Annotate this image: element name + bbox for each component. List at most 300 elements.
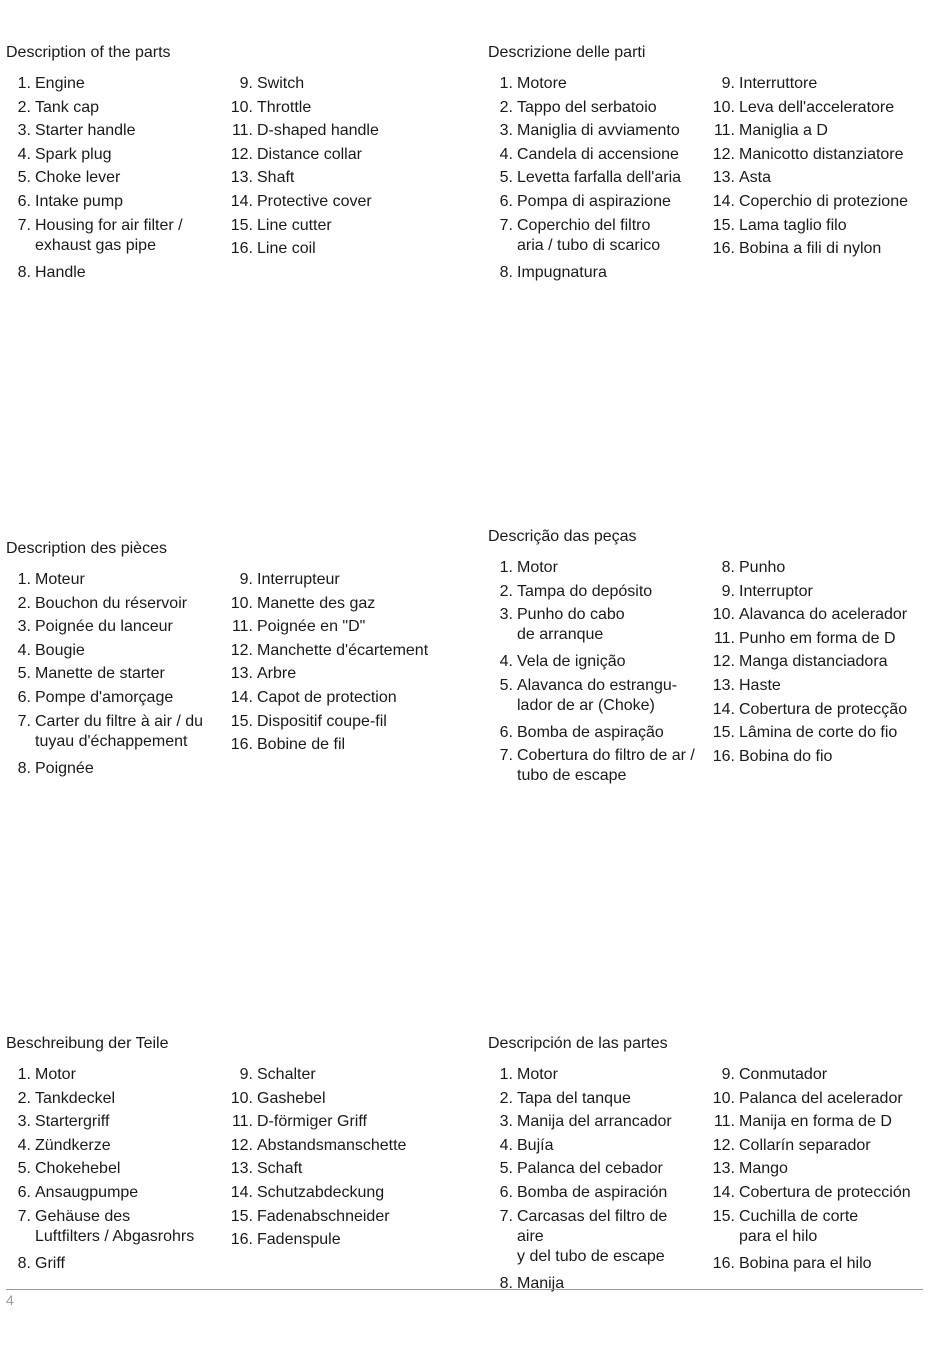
item-label: Bobina a fili di nylon [739, 240, 882, 258]
item-label: Punho em forma de D [739, 629, 896, 647]
list-item [223, 121, 448, 141]
item-label: Bujía [517, 1136, 554, 1154]
list-item [6, 594, 216, 614]
list-item [488, 192, 698, 212]
item-label: Coperchio di protezione [739, 192, 908, 210]
section-title: Description des pièces [6, 540, 167, 557]
list-item [6, 1065, 216, 1085]
item-label: Zündkerze [35, 1136, 111, 1154]
list-item [488, 98, 698, 118]
section-french [6, 538, 446, 777]
item-label: Fadenabschneider [257, 1207, 390, 1225]
item-label: Collarín separador [739, 1136, 871, 1154]
list-item [705, 652, 930, 672]
item-label: Maniglia a D [739, 122, 828, 140]
item-number: 14. [230, 1183, 253, 1201]
item-label: Throttle [257, 98, 312, 116]
item-number: 2. [499, 1089, 513, 1107]
item-number: 3. [17, 618, 31, 636]
list-item [705, 1183, 930, 1203]
list-item [488, 676, 698, 716]
list-item [705, 723, 930, 743]
list-item [488, 168, 698, 188]
footer-divider [6, 1289, 923, 1290]
list-item [223, 1136, 448, 1156]
list-item [6, 263, 216, 283]
section-english [6, 42, 446, 281]
item-label: Mango [739, 1160, 788, 1178]
item-label: Carter du filtre à air / du tuyau d'échappement [35, 712, 204, 750]
item-label: Cobertura de protección [739, 1183, 911, 1201]
item-number: 15. [230, 712, 253, 730]
item-number: 11. [231, 1113, 253, 1131]
parts-list-left [488, 1065, 698, 1297]
item-label: Switch [257, 75, 305, 92]
item-number: 14. [230, 192, 253, 210]
item-label: Bobina para el hilo [739, 1254, 872, 1272]
item-label: Alavanca do estrangu- lador de ar (Choke) [517, 676, 678, 714]
item-label: Asta [739, 169, 772, 187]
item-number: 4. [17, 1136, 31, 1154]
item-label: Alavanca do acelerador [739, 606, 908, 624]
list-item [6, 688, 216, 708]
item-number: 3. [17, 122, 31, 140]
item-number: 9. [239, 571, 253, 588]
item-label: Interruptor [739, 582, 813, 600]
item-number: 1. [499, 1066, 513, 1083]
list-item [705, 1136, 930, 1156]
item-label: Engine [35, 75, 85, 92]
item-label: Lâmina de corte do fio [739, 724, 898, 742]
item-number: 1. [499, 559, 513, 576]
list-item [6, 192, 216, 212]
item-number: 14. [712, 700, 735, 718]
item-number: 8. [17, 263, 31, 281]
item-label: D-förmiger Griff [257, 1113, 367, 1131]
list-item [705, 700, 930, 720]
list-item [488, 1112, 698, 1132]
list-item [6, 1207, 216, 1247]
item-number: 13. [712, 169, 735, 187]
item-label: Cobertura do filtro de ar / tubo de escape [517, 747, 695, 785]
section-portuguese [488, 526, 928, 785]
list-item [705, 1207, 930, 1247]
list-item [223, 594, 448, 614]
item-number: 7. [17, 1207, 31, 1225]
item-label: Vela de ignição [517, 653, 626, 671]
list-item [6, 1159, 216, 1179]
item-label: Poignée [35, 759, 94, 777]
item-number: 15. [712, 724, 735, 742]
item-label: Motor [517, 1066, 558, 1083]
item-number: 8. [499, 1274, 513, 1292]
item-label: Intake pump [35, 192, 124, 210]
list-item [705, 192, 930, 212]
list-item [705, 1254, 930, 1274]
item-number: 9. [721, 582, 735, 600]
item-number: 5. [499, 676, 513, 694]
item-number: 6. [499, 192, 513, 210]
item-number: 15. [712, 1207, 735, 1225]
item-number: 5. [17, 1160, 31, 1178]
item-number: 12. [712, 653, 735, 671]
parts-list-right [705, 1065, 930, 1277]
item-label: Manchette d'écartement [257, 641, 429, 659]
list-item [705, 629, 930, 649]
list-item [705, 676, 930, 696]
list-item [488, 558, 698, 578]
item-number: 2. [17, 594, 31, 612]
item-label: Startergriff [35, 1113, 110, 1131]
item-number: 13. [712, 676, 735, 694]
item-label: Manga distanciadora [739, 653, 888, 671]
item-label: Housing for air filter / exhaust gas pipe [35, 216, 183, 254]
list-item [705, 74, 930, 94]
item-label: Coperchio del filtro aria / tubo di scarico [517, 216, 661, 254]
item-label: Dispositif coupe-fil [257, 712, 387, 730]
item-label: Levetta farfalla dell'aria [517, 169, 682, 187]
item-number: 13. [712, 1160, 735, 1178]
item-label: Poignée du lanceur [35, 618, 173, 636]
list-item [223, 145, 448, 165]
item-label: Punho [739, 559, 786, 576]
list-item [488, 74, 698, 94]
item-label: Poignée en "D" [257, 618, 366, 636]
item-number: 11. [713, 122, 735, 140]
list-item [488, 746, 698, 786]
section-title: Descrição das peças [488, 528, 637, 545]
item-label: Leva dell'acceleratore [739, 98, 895, 116]
item-number: 9. [239, 75, 253, 92]
item-number: 11. [231, 122, 253, 140]
list-item [223, 192, 448, 212]
item-number: 6. [17, 1183, 31, 1201]
item-label: Fadenspule [257, 1231, 341, 1249]
item-number: 4. [499, 145, 513, 163]
item-label: Tankdeckel [35, 1089, 116, 1107]
list-item [6, 759, 216, 779]
item-label: Ansaugpumpe [35, 1183, 139, 1201]
item-label: Tank cap [35, 98, 100, 116]
item-number: 1. [17, 571, 31, 588]
item-number: 4. [499, 1136, 513, 1154]
item-number: 9. [239, 1066, 253, 1083]
item-number: 6. [499, 1183, 513, 1201]
item-label: Interrupteur [257, 571, 340, 588]
list-item [488, 1183, 698, 1203]
item-number: 10. [712, 1089, 735, 1107]
item-label: Tampa do depósito [517, 582, 653, 600]
item-label: Manija en forma de D [739, 1113, 892, 1131]
item-number: 7. [499, 216, 513, 234]
item-number: 16. [230, 736, 253, 754]
list-item [6, 1112, 216, 1132]
item-number: 10. [712, 98, 735, 116]
list-item [705, 168, 930, 188]
item-number: 4. [17, 145, 31, 163]
item-label: Spark plug [35, 145, 112, 163]
item-number: 13. [230, 1160, 253, 1178]
item-number: 10. [230, 594, 253, 612]
list-item [6, 1136, 216, 1156]
item-number: 16. [712, 747, 735, 765]
item-number: 10. [230, 1089, 253, 1107]
item-number: 4. [499, 653, 513, 671]
item-label: Moteur [35, 571, 85, 588]
item-number: 11. [231, 618, 253, 636]
item-label: Tapa del tanque [517, 1089, 631, 1107]
section-title: Descripción de las partes [488, 1035, 668, 1052]
item-label: Abstandsmanschette [257, 1136, 407, 1154]
item-number: 3. [17, 1113, 31, 1131]
list-item [223, 216, 448, 236]
parts-list-right [705, 558, 930, 770]
list-item [705, 1089, 930, 1109]
item-label: Pompe d'amorçage [35, 688, 174, 706]
item-number: 2. [17, 98, 31, 116]
list-item [223, 74, 448, 94]
item-label: Bouchon du réservoir [35, 594, 188, 612]
item-label: Manicotto distanziatore [739, 145, 904, 163]
item-label: Carcasas del filtro de aire y del tubo de escape [517, 1207, 668, 1265]
list-item [705, 98, 930, 118]
item-number: 5. [499, 169, 513, 187]
item-label: Bobine de fil [257, 736, 346, 754]
list-item [705, 582, 930, 602]
item-number: 4. [17, 641, 31, 659]
item-label: Manette de starter [35, 665, 165, 683]
item-number: 15. [712, 216, 735, 234]
item-number: 15. [230, 216, 253, 234]
item-number: 8. [17, 759, 31, 777]
page-number: 4 [6, 1292, 14, 1308]
item-label: Gashebel [257, 1089, 326, 1107]
item-number: 9. [721, 75, 735, 92]
item-label: Arbre [257, 665, 297, 683]
item-label: Interruttore [739, 75, 818, 92]
list-item [488, 1159, 698, 1179]
item-label: Palanca del acelerador [739, 1089, 903, 1107]
list-item [223, 617, 448, 637]
list-item [488, 605, 698, 645]
list-item [705, 605, 930, 625]
item-label: Gehäuse des Luftfilters / Abgasrohrs [35, 1207, 195, 1245]
item-number: 15. [230, 1207, 253, 1225]
list-item [223, 1183, 448, 1203]
item-number: 7. [499, 1207, 513, 1225]
item-label: Manette des gaz [257, 594, 376, 612]
item-number: 16. [230, 1231, 253, 1249]
parts-list-left [6, 570, 216, 782]
item-label: Line cutter [257, 216, 332, 234]
item-label: Schutzabdeckung [257, 1183, 385, 1201]
item-number: 7. [17, 712, 31, 730]
parts-list-right [223, 74, 448, 263]
item-label: Schaft [257, 1160, 303, 1178]
parts-list-left [6, 1065, 216, 1277]
item-label: Palanca del cebador [517, 1160, 663, 1178]
list-item [6, 121, 216, 141]
item-number: 2. [499, 98, 513, 116]
item-number: 16. [712, 1254, 735, 1272]
list-item [705, 239, 930, 259]
list-item [223, 168, 448, 188]
list-item [705, 1112, 930, 1132]
list-item [223, 1112, 448, 1132]
list-item [6, 664, 216, 684]
parts-list-left [488, 74, 698, 286]
item-label: Griff [35, 1254, 65, 1272]
item-number: 7. [499, 747, 513, 765]
item-label: Motore [517, 75, 567, 92]
list-item [488, 1089, 698, 1109]
item-number: 1. [17, 75, 31, 92]
list-item [488, 216, 698, 256]
item-number: 1. [17, 1066, 31, 1083]
list-item [223, 688, 448, 708]
item-label: Manija [517, 1274, 565, 1292]
item-number: 6. [17, 192, 31, 210]
item-number: 12. [230, 145, 253, 163]
item-label: Schalter [257, 1066, 316, 1083]
item-number: 10. [712, 606, 735, 624]
item-label: Lama taglio filo [739, 216, 847, 234]
parts-list-left [6, 74, 216, 286]
item-label: Bobina do fio [739, 747, 833, 765]
item-number: 5. [499, 1160, 513, 1178]
item-label: Starter handle [35, 122, 136, 140]
list-item [488, 652, 698, 672]
item-number: 3. [499, 122, 513, 140]
item-number: 13. [230, 665, 253, 683]
item-label: Candela di accensione [517, 145, 679, 163]
item-number: 5. [17, 665, 31, 683]
item-label: Bomba de aspiração [517, 723, 664, 741]
item-number: 7. [17, 216, 31, 234]
list-item [6, 641, 216, 661]
list-item [6, 1254, 216, 1274]
section-title: Beschreibung der Teile [6, 1035, 169, 1052]
section-title: Descrizione delle parti [488, 44, 646, 61]
list-item [488, 1274, 698, 1294]
item-number: 8. [721, 559, 735, 576]
list-item [6, 145, 216, 165]
list-item [223, 664, 448, 684]
list-item [705, 145, 930, 165]
list-item [223, 1230, 448, 1250]
item-number: 16. [230, 240, 253, 258]
item-label: Choke lever [35, 169, 121, 187]
item-number: 1. [499, 75, 513, 92]
section-italian [488, 42, 928, 281]
item-number: 2. [17, 1089, 31, 1107]
list-item [223, 735, 448, 755]
list-item [705, 1159, 930, 1179]
item-number: 14. [230, 688, 253, 706]
item-number: 3. [499, 606, 513, 624]
parts-list-left [488, 558, 698, 793]
list-item [6, 570, 216, 590]
list-item [223, 1159, 448, 1179]
item-number: 11. [713, 1113, 735, 1131]
item-number: 2. [499, 582, 513, 600]
item-label: Cobertura de protecção [739, 700, 908, 718]
list-item [6, 216, 216, 256]
item-label: Handle [35, 263, 86, 281]
item-number: 6. [17, 688, 31, 706]
item-label: Bomba de aspiración [517, 1183, 668, 1201]
list-item [705, 121, 930, 141]
item-label: Pompa di aspirazione [517, 192, 671, 210]
list-item [223, 239, 448, 259]
list-item [6, 712, 216, 752]
parts-list-right [223, 1065, 448, 1254]
list-item [223, 1065, 448, 1085]
item-label: Tappo del serbatoio [517, 98, 657, 116]
list-item [705, 558, 930, 578]
item-number: 3. [499, 1113, 513, 1131]
list-item [705, 747, 930, 767]
list-item [223, 641, 448, 661]
list-item [6, 74, 216, 94]
list-item [223, 570, 448, 590]
list-item [223, 98, 448, 118]
list-item [488, 1065, 698, 1085]
item-number: 14. [712, 192, 735, 210]
item-number: 11. [713, 629, 735, 647]
item-label: D-shaped handle [257, 122, 379, 140]
list-item [488, 723, 698, 743]
item-label: Distance collar [257, 145, 362, 163]
list-item [223, 712, 448, 732]
item-number: 13. [230, 169, 253, 187]
section-title: Description of the parts [6, 44, 171, 61]
list-item [705, 216, 930, 236]
list-item [223, 1207, 448, 1227]
list-item [488, 121, 698, 141]
item-label: Motor [35, 1066, 76, 1083]
item-number: 12. [230, 641, 253, 659]
list-item [488, 1136, 698, 1156]
item-label: Maniglia di avviamento [517, 122, 680, 140]
item-label: Punho do cabo de arranque [517, 606, 625, 644]
item-number: 6. [499, 723, 513, 741]
parts-list-right [223, 570, 448, 759]
item-label: Capot de protection [257, 688, 397, 706]
item-number: 8. [499, 263, 513, 281]
list-item [6, 1183, 216, 1203]
item-number: 16. [712, 240, 735, 258]
item-label: Manija del arrancador [517, 1113, 672, 1131]
list-item [488, 582, 698, 602]
item-label: Shaft [257, 169, 295, 187]
item-number: 8. [17, 1254, 31, 1272]
list-item [488, 145, 698, 165]
item-label: Protective cover [257, 192, 372, 210]
list-item [6, 617, 216, 637]
item-number: 12. [230, 1136, 253, 1154]
parts-list-right [705, 74, 930, 263]
item-number: 5. [17, 169, 31, 187]
item-label: Motor [517, 559, 558, 576]
list-item [6, 1089, 216, 1109]
item-label: Cuchilla de corte para el hilo [739, 1207, 859, 1245]
list-item [488, 1207, 698, 1267]
list-item [223, 1089, 448, 1109]
list-item [6, 168, 216, 188]
item-number: 9. [721, 1066, 735, 1083]
item-label: Bougie [35, 641, 85, 659]
